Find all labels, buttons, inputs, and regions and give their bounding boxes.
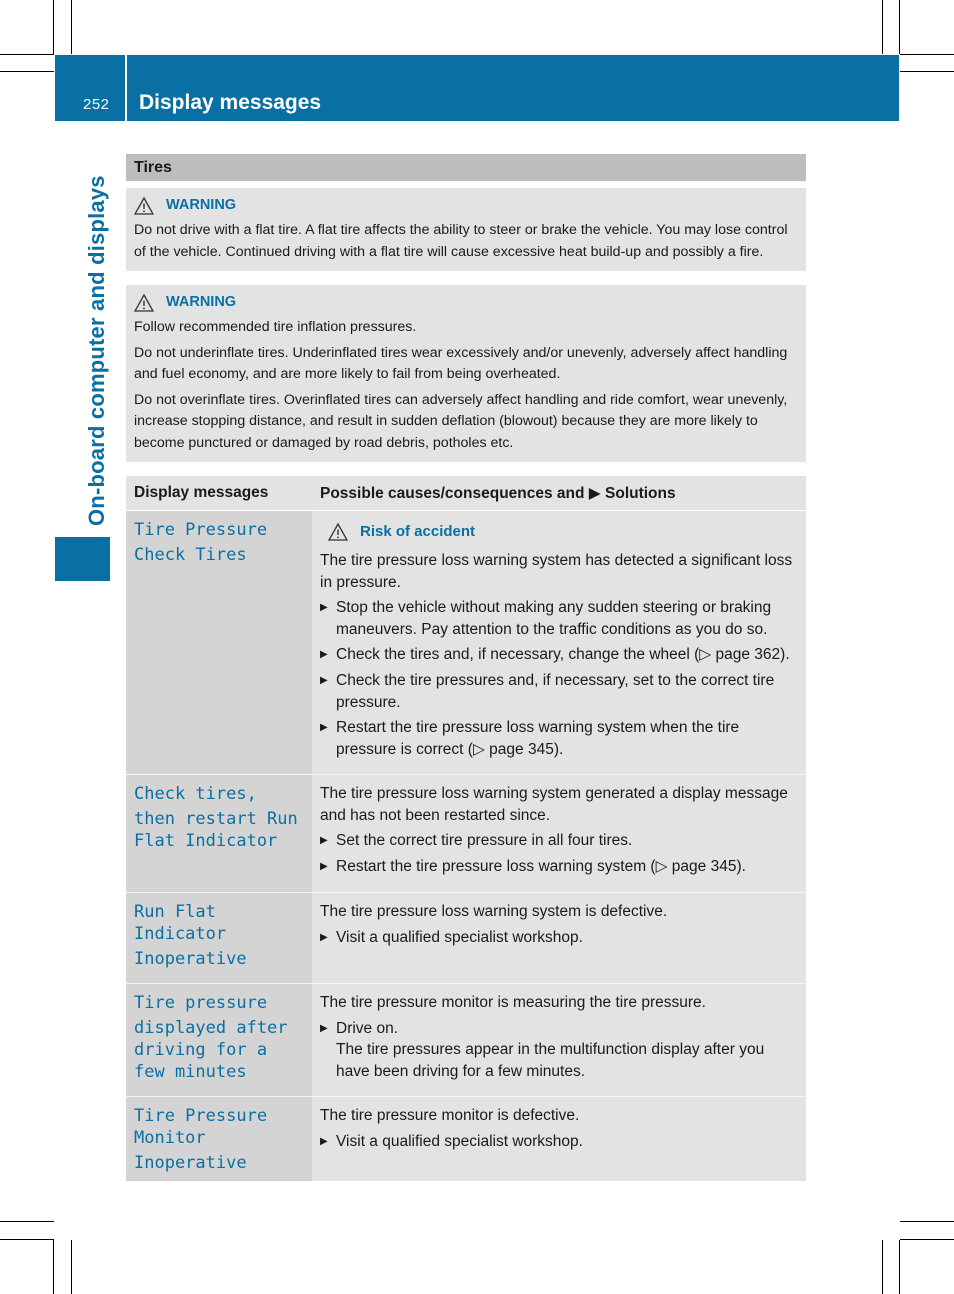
message-solution — [312, 1097, 806, 1181]
step-text: Visit a qualified specialist workshop. — [336, 928, 583, 946]
crop-mark — [0, 1239, 54, 1240]
arrow-icon: ▶ — [320, 722, 328, 733]
side-tab — [55, 537, 110, 581]
message-line: Tire Pressure Monitor — [134, 1106, 268, 1148]
risk-label: Risk of accident — [360, 523, 476, 541]
subsection-title: Tires — [126, 154, 806, 181]
solution-step — [320, 856, 800, 878]
message-solution — [312, 775, 806, 892]
display-message — [126, 511, 312, 774]
col-header-messages: Display messages — [134, 484, 269, 501]
arrow-icon: ▶ — [320, 602, 328, 613]
warning-triangle-icon — [134, 294, 154, 312]
crop-mark — [0, 54, 54, 55]
message-solution — [312, 984, 806, 1096]
solution-step — [320, 927, 800, 949]
message-line: displayed after driving for a few minutes — [134, 1018, 288, 1082]
message-line: Inoperative — [134, 1153, 247, 1173]
message-solution — [312, 893, 806, 983]
cause-text: The tire pressure monitor is measuring the tire pressure. — [320, 994, 706, 1011]
solution-step — [320, 597, 800, 640]
step-text: Set the correct tire pressure in all four tires. — [336, 832, 633, 849]
crop-mark — [900, 1239, 954, 1240]
table-row — [126, 775, 806, 893]
crop-mark — [53, 1240, 54, 1294]
message-line: Run Flat Indicator — [134, 902, 227, 944]
warning-triangle-icon — [328, 523, 348, 541]
warning-box — [126, 188, 806, 271]
message-line: Check Tires — [134, 545, 247, 565]
message-line: Tire pressure — [134, 993, 268, 1013]
crop-mark — [0, 71, 54, 72]
arrow-icon: ▶ — [320, 649, 328, 660]
crop-mark — [71, 1240, 72, 1294]
step-text: Stop the vehicle without making any sudden steering or braking maneuvers. Pay attention to the traffic conditions as you do so. — [336, 599, 772, 638]
warning-text: Do not drive with a flat tire. A flat tire affects the ability to steer or brake the vehicle. You may lose control of the vehicle. Continued driving with a flat tire will cause excessive heat build-up and possibly a fire. — [134, 222, 788, 260]
step-text: Restart the tire pressure loss warning system when the tire pressure is correct (▷ page 345). — [336, 719, 740, 758]
crop-mark — [882, 1240, 883, 1294]
step-text: Visit a qualified specialist workshop. — [336, 1132, 583, 1150]
risk-header — [328, 521, 800, 543]
arrow-icon: ▶ — [320, 931, 328, 943]
solution-step — [320, 1018, 800, 1083]
warning-label: WARNING — [166, 294, 237, 311]
warning-header — [134, 195, 798, 217]
table-row — [126, 511, 806, 775]
page-content — [126, 154, 806, 1181]
warning-text: Do not underinflate tires. Underinflated tires wear excessively and/or unevenly, adversely affect handling and fuel economy, and are more likely to fail from being overheated. — [134, 344, 788, 382]
cause-text: The tire pressure loss warning system generated a display message and has not been restarted since. — [320, 785, 788, 824]
solution-step — [320, 1131, 800, 1153]
display-message — [126, 893, 312, 983]
solution-step — [320, 717, 800, 760]
crop-mark — [900, 54, 954, 55]
cause-text: The tire pressure monitor is defective. — [320, 1107, 580, 1124]
solution-step — [320, 644, 800, 666]
message-line: Tire Pressure — [134, 520, 268, 540]
header-divider — [125, 55, 127, 121]
solution-step — [320, 670, 800, 713]
message-solution — [312, 511, 806, 774]
arrow-icon: ▶ — [320, 675, 328, 686]
table-header — [126, 476, 806, 511]
step-text: Restart the tire pressure loss warning system (▷ page 345). — [336, 858, 746, 875]
warning-box — [126, 285, 806, 462]
table-row — [126, 893, 806, 984]
message-line: Check tires, — [134, 784, 257, 804]
page-number: 252 — [83, 96, 110, 113]
table-row — [126, 984, 806, 1097]
cause-text: The tire pressure loss warning system has detected a significant loss in pressure. — [320, 552, 793, 591]
side-tab-label: On-board computer and displays — [84, 175, 109, 526]
crop-mark — [882, 0, 883, 54]
arrow-icon: ▶ — [320, 1022, 328, 1034]
cause-text: The tire pressure loss warning system is defective. — [320, 903, 668, 920]
crop-mark — [899, 1240, 900, 1294]
message-line: Inoperative — [134, 949, 247, 969]
display-message — [126, 984, 312, 1096]
step-text: Check the tire pressures and, if necessary, set to the correct tire pressure. — [336, 672, 775, 711]
step-text: Drive on. The tire pressures appear in the multifunction display after you have been driving for a few minutes. — [336, 1019, 765, 1080]
warning-triangle-icon — [134, 197, 154, 215]
warning-text: Do not overinflate tires. Overinflated tires can adversely affect handling and ride comfort, wear unevenly, increase stopping distance, and result in sudden deflation (blowout) because they are more likely to become punctured or damaged by road debris, potholes etc. — [134, 391, 788, 451]
crop-mark — [899, 0, 900, 54]
warning-text: Follow recommended tire inflation pressures. — [134, 319, 417, 335]
arrow-icon: ▶ — [320, 835, 328, 846]
arrow-icon: ▶ — [320, 861, 328, 872]
messages-table — [126, 476, 806, 1181]
message-line: then restart Run Flat Indicator — [134, 809, 298, 851]
crop-mark — [900, 71, 954, 72]
display-message — [126, 775, 312, 892]
crop-mark — [71, 0, 72, 54]
section-title: Display messages — [139, 91, 322, 114]
step-text: Check the tires and, if necessary, change the wheel (▷ page 362). — [336, 646, 790, 663]
table-row — [126, 1097, 806, 1181]
solution-step — [320, 830, 800, 852]
col-header-causes: Possible causes/consequences and ▶ Solutions — [320, 484, 676, 502]
arrow-icon: ▶ — [320, 1135, 328, 1147]
display-message — [126, 1097, 312, 1181]
crop-mark — [0, 1221, 54, 1222]
warning-header — [134, 292, 798, 314]
warning-label: WARNING — [166, 197, 237, 214]
crop-mark — [900, 1221, 954, 1222]
crop-mark — [53, 0, 54, 54]
